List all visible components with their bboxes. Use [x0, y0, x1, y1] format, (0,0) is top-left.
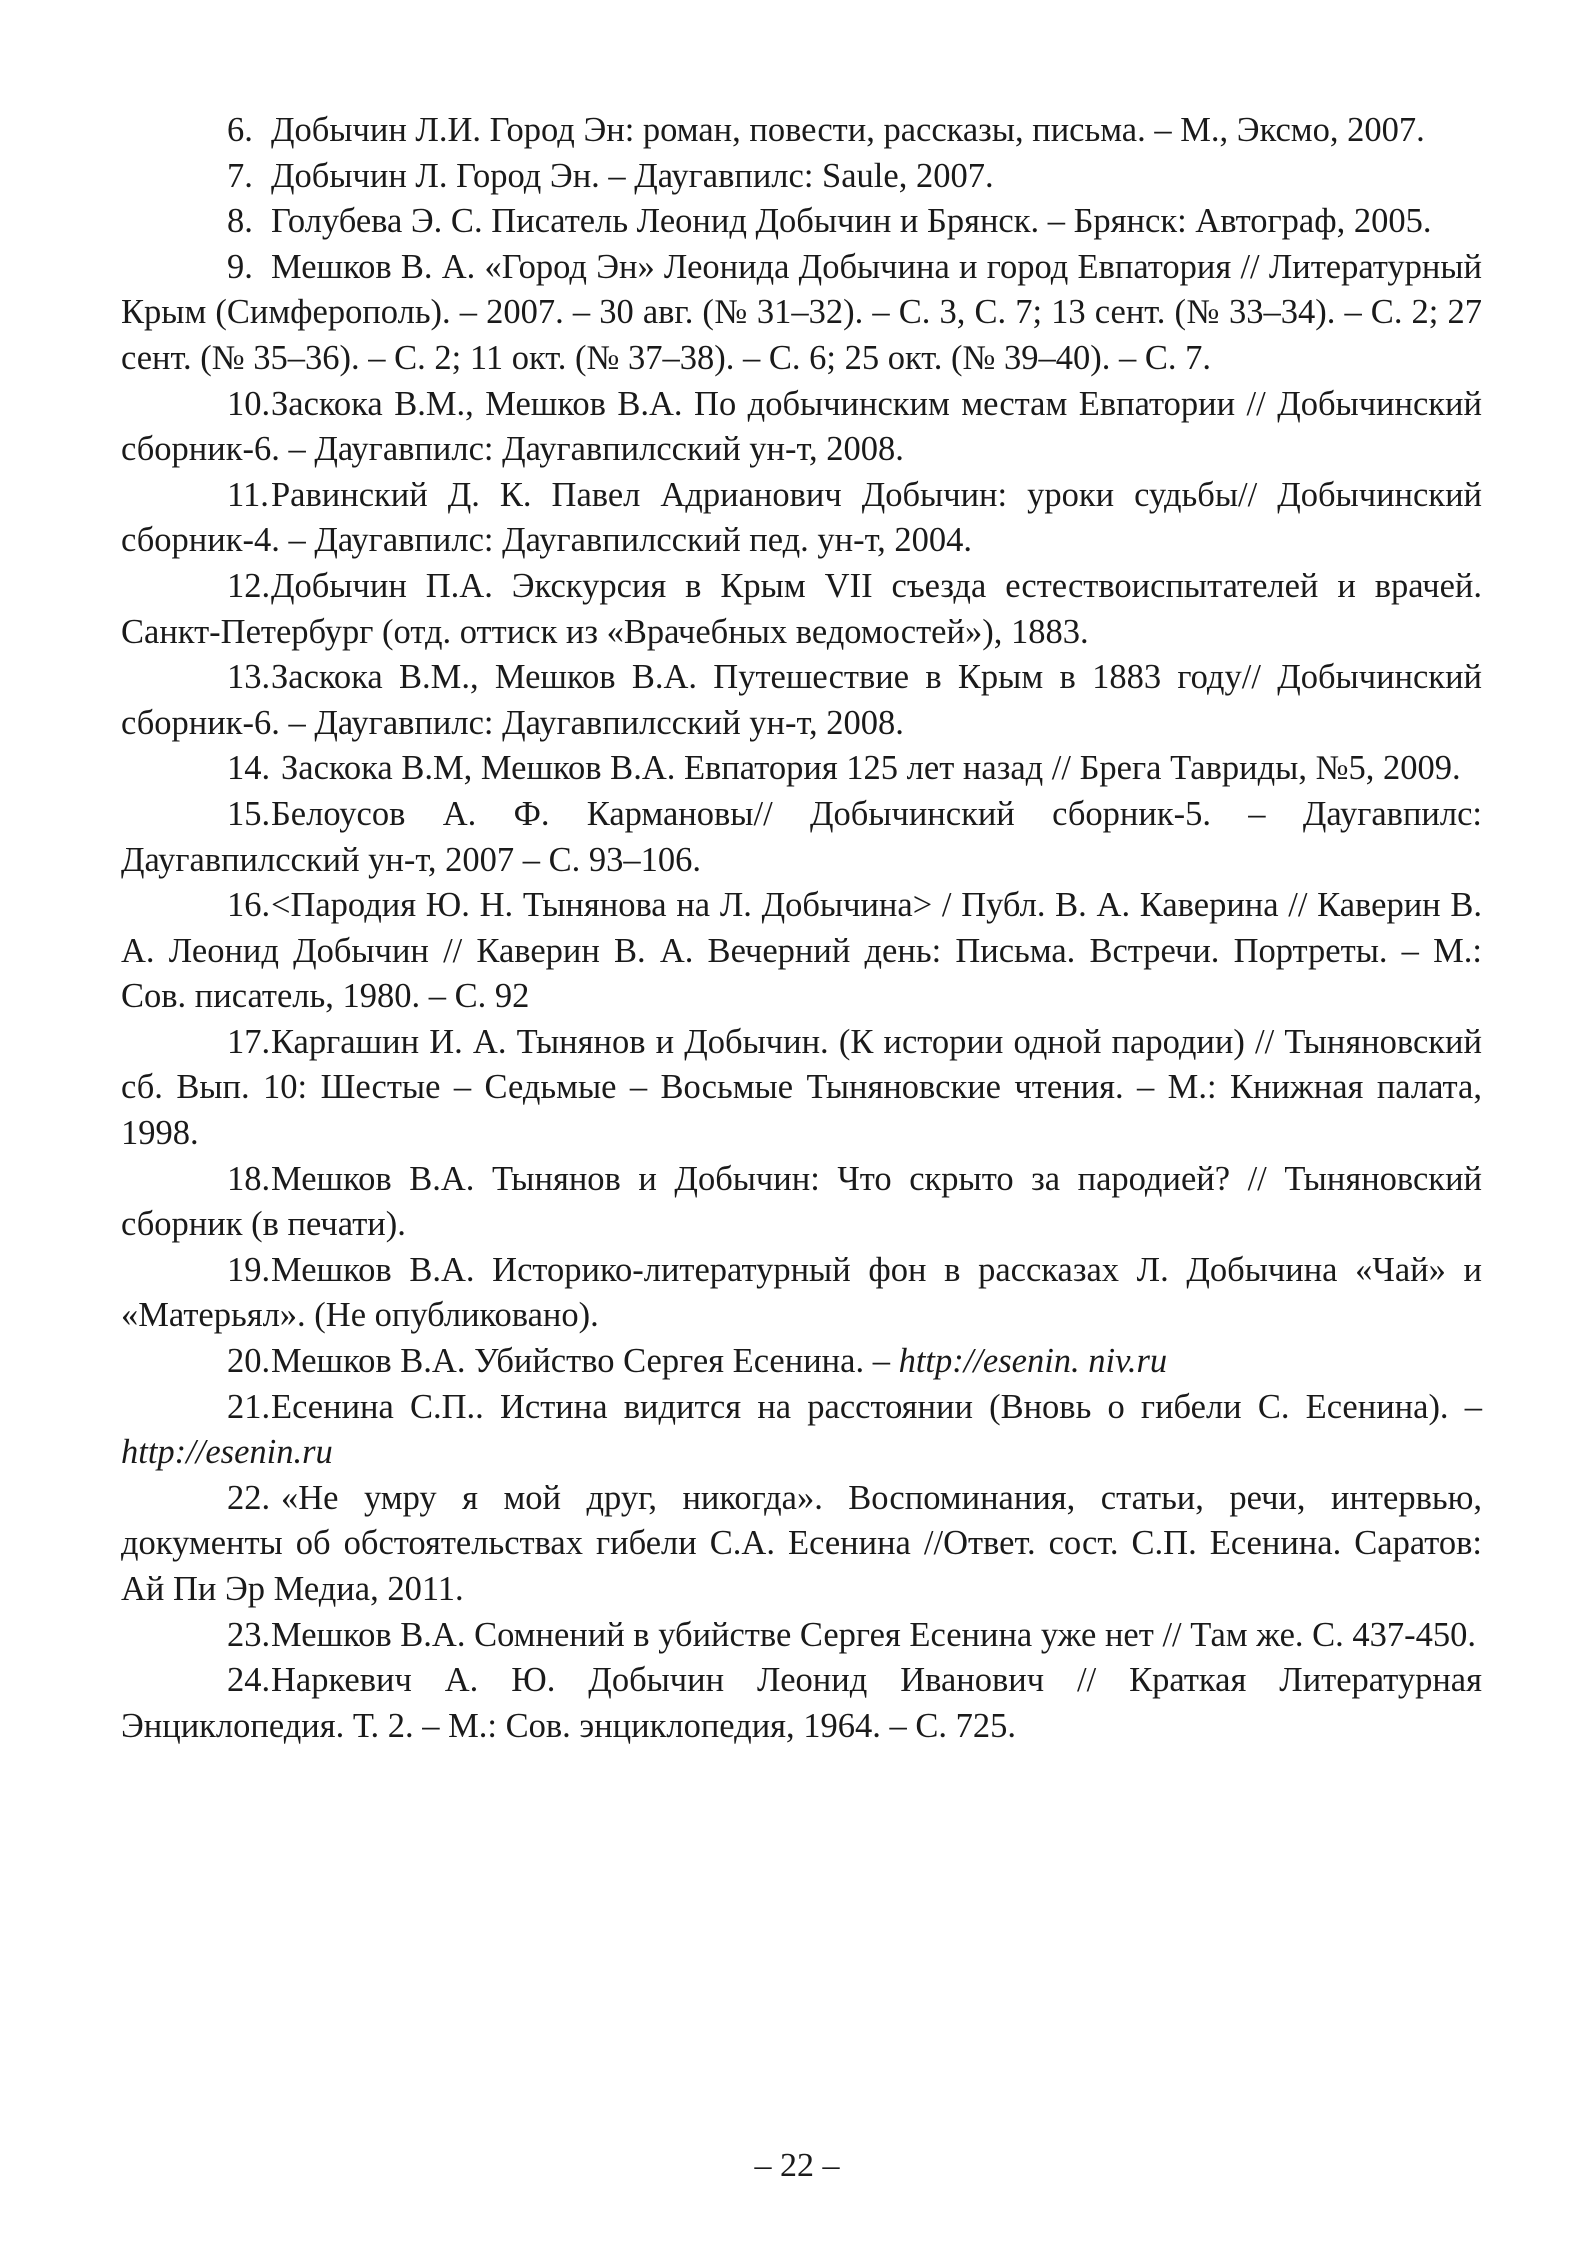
reference-item: [121, 245, 1482, 382]
reference-text: Заскока В.М., Мешков В.А. По добычинским местам Евпатории // Добычинский сборник-6. – Даугавпилс: Даугавпилсский ун-т, 2008.: [121, 384, 1482, 469]
reference-number: 15.: [227, 794, 271, 833]
reference-item: [121, 1613, 1482, 1659]
reference-item: [121, 883, 1482, 1020]
reference-number: 21.: [227, 1387, 271, 1426]
reference-text: Заскока В.М., Мешков В.А. Путешествие в Крым в 1883 году// Добычинский сборник-6. – Даугавпилс: Даугавпилсский ун-т, 2008.: [121, 658, 1482, 742]
reference-text: Мешков В.А. Историко-литературный фон в рассказах Л. Добычина «Чай» и «Матерьял». (Не опубликовано).: [121, 1250, 1482, 1335]
reference-text: Наркевич А. Ю. Добычин Леонид Иванович // Краткая Литературная Энциклопедия. Т. 2. – М.: Сов. энциклопедия, 1964. – С. 725.: [121, 1661, 1482, 1745]
reference-number: 20.: [227, 1342, 271, 1381]
reference-item: [121, 154, 1482, 200]
reference-number: 13.: [227, 658, 271, 697]
reference-text: Мешков В.А. Тынянов и Добычин: Что скрыто за пародией? // Тыняновский сборник (в печати).: [121, 1159, 1482, 1244]
reference-number: 10.: [227, 384, 271, 423]
reference-text: Белоусов А. Ф. Кармановы// Добычинский сборник-5. – Даугавпилс: Даугавпилсский ун-т, 2007 – С. 93–106.: [121, 794, 1482, 879]
reference-number: 16.: [227, 886, 271, 925]
reference-item: [121, 655, 1482, 746]
reference-text: <Пародия Ю. Н. Тынянова на Л. Добычина> / Публ. В. А. Каверина // Каверин В. А. Леонид Добычин // Каверин В. А. Вечерний день: Письма. Встречи. Портреты. – М.: Сов. писатель, 1980. – С. 92: [121, 886, 1482, 1016]
reference-number: 11.: [227, 475, 269, 514]
reference-text: Голубева Э. С. Писатель Леонид Добычин и Брянск. – Брянск: Автограф, 2005.: [271, 202, 1432, 241]
reference-number: 18.: [227, 1159, 271, 1198]
reference-text: Каргашин И. А. Тынянов и Добычин. (К истории одной пародии) // Тыняновский сб. Вып. 10: Шестые – Седьмые – Восьмые Тыняновские чтения. – М.: Книжная палата, 1998.: [121, 1022, 1482, 1153]
reference-text: Заскока В.М, Мешков В.А. Евпатория 125 лет назад // Брега Тавриды, №5, 2009.: [281, 749, 1461, 788]
reference-number: 8.: [227, 202, 253, 241]
reference-item: [121, 1020, 1482, 1157]
reference-item: [121, 1476, 1482, 1613]
reference-number: 12.: [227, 566, 271, 605]
reference-list: [121, 108, 1482, 1749]
reference-text: Мешков В.А. Убийство Сергея Есенина. –: [271, 1342, 899, 1381]
reference-url[interactable]: http://esenin. niv.ru: [898, 1342, 1168, 1381]
reference-text: Добычин Л. Город Эн. – Даугавпилс: Saule, 2007.: [271, 156, 994, 195]
reference-url[interactable]: http://esenin.ru: [121, 1433, 333, 1472]
reference-number: 22.: [227, 1478, 271, 1517]
reference-item: [121, 108, 1482, 154]
reference-item: [121, 382, 1482, 473]
reference-text: Добычин П.А. Экскурсия в Крым VII съезда естествоиспытателей и врачей. Санкт-Петербург (отд. оттиск из «Врачебных ведомостей»), 1883.: [121, 566, 1482, 651]
page-number: – 22 –: [754, 2147, 840, 2184]
reference-number: 23.: [227, 1615, 271, 1654]
reference-text: Есенина С.П.. Истина видится на расстоянии (Вновь о гибели С. Есенина). –: [271, 1387, 1482, 1426]
reference-text: Равинский Д. К. Павел Адрианович Добычин: уроки судьбы// Добычинский сборник-4. – Даугавпилс: Даугавпилсский пед. ун-т, 2004.: [121, 475, 1482, 560]
reference-item: [121, 746, 1482, 792]
reference-item: [121, 1157, 1482, 1248]
reference-item: [121, 1248, 1482, 1339]
reference-number: 14.: [227, 749, 271, 788]
reference-number: 6.: [227, 111, 253, 149]
reference-item: [121, 1658, 1482, 1749]
reference-number: 7.: [227, 156, 253, 195]
reference-item: [121, 1339, 1482, 1385]
reference-text: Добычин Л.И. Город Эн: роман, повести, рассказы, письма. – М., Эксмо, 2007.: [271, 111, 1425, 149]
reference-item: [121, 792, 1482, 883]
reference-item: [121, 199, 1482, 245]
reference-number: 17.: [227, 1022, 271, 1061]
reference-number: 24.: [227, 1661, 271, 1700]
reference-number: 9.: [227, 247, 253, 286]
reference-text: Мешков В.А. Сомнений в убийстве Сергея Есенина уже нет // Там же. С. 437-450.: [271, 1615, 1477, 1654]
reference-item: [121, 473, 1482, 564]
reference-text: Мешков В. А. «Город Эн» Леонида Добычина и город Евпатория // Литературный Крым (Симферополь). – 2007. – 30 авг. (№ 31–32). – С. 3, С. 7; 13 сент. (№ 33–34). – С. 2; 27 сент. (№ 35–36). – С. 2; 11 окт. (№ 37–38). – С. 6; 25 окт. (№ 39–40). – С. 7.: [121, 247, 1482, 377]
reference-item: [121, 1385, 1482, 1476]
reference-text: «Не умру я мой друг, никогда». Воспоминания, статьи, речи, интервью, документы об обстоятельствах гибели С.А. Есенина //Ответ. сост. С.П. Есенина. Саратов: Ай Пи Эр Медиа, 2011.: [121, 1478, 1482, 1608]
reference-item: [121, 564, 1482, 655]
reference-number: 19.: [227, 1250, 271, 1289]
